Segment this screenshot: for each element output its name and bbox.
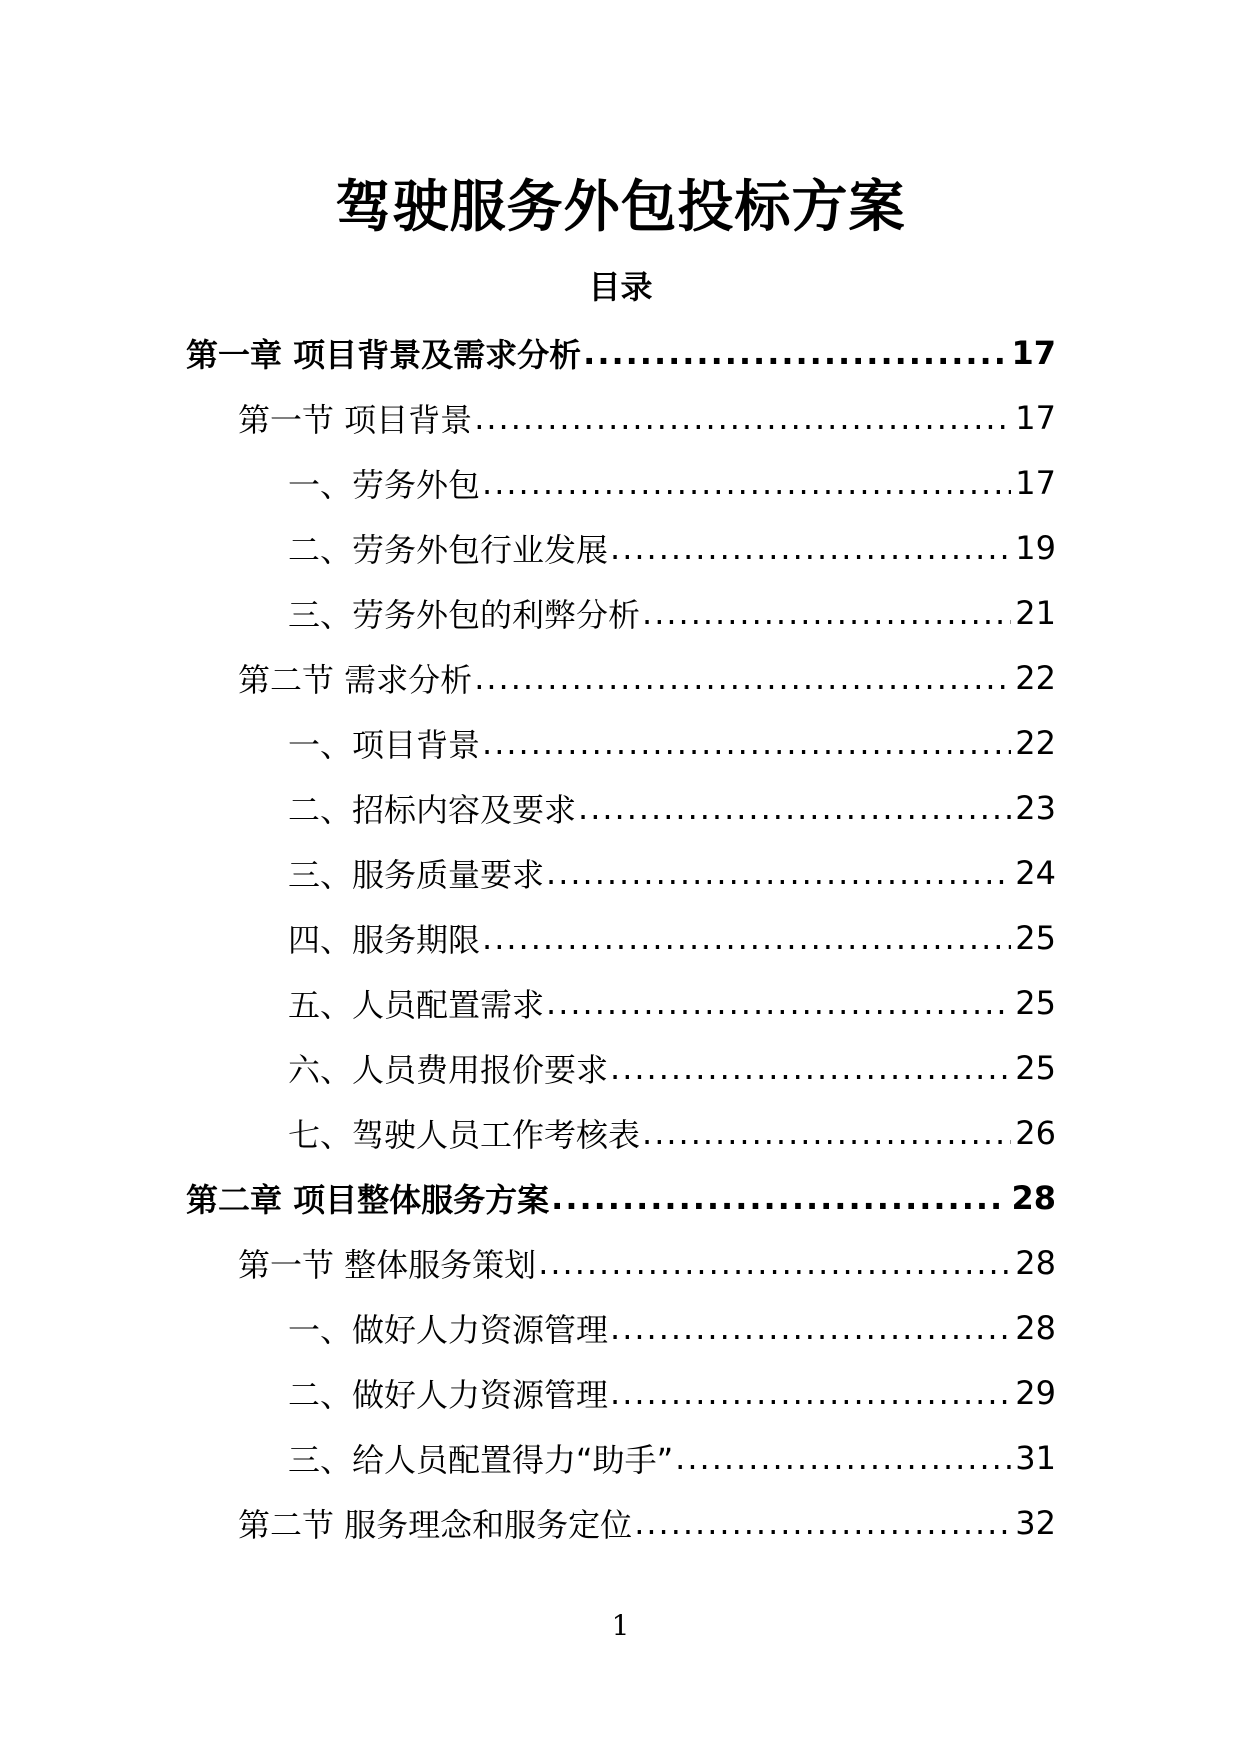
table-of-contents	[186, 320, 1056, 1555]
dot-leader	[474, 659, 1011, 697]
toc-entry-page: 28	[1015, 1308, 1056, 1347]
toc-entry-section[interactable]	[186, 645, 1056, 710]
dot-leader	[583, 334, 1007, 372]
toc-entry-section[interactable]	[186, 1230, 1056, 1295]
toc-entry-page: 28	[1011, 1178, 1056, 1217]
toc-entry-label: 四、服务期限	[288, 920, 481, 959]
dot-leader	[634, 1504, 1011, 1542]
toc-entry-label: 一、劳务外包	[288, 465, 481, 504]
dot-leader	[610, 529, 1011, 567]
toc-entry-subsection[interactable]	[186, 710, 1056, 775]
dot-leader	[538, 1244, 1011, 1282]
toc-entry-page: 17	[1015, 398, 1056, 437]
toc-entry-page: 25	[1015, 983, 1056, 1022]
toc-entry-page: 17	[1011, 333, 1056, 372]
toc-entry-subsection[interactable]	[186, 450, 1056, 515]
toc-entry-subsection[interactable]	[186, 1035, 1056, 1100]
toc-entry-subsection[interactable]	[186, 515, 1056, 580]
toc-entry-label: 二、劳务外包行业发展	[288, 530, 609, 569]
dot-leader	[578, 789, 1011, 827]
toc-entry-subsection[interactable]	[186, 905, 1056, 970]
dot-leader	[610, 1309, 1011, 1347]
toc-entry-label: 第二节 需求分析	[238, 660, 473, 699]
dot-leader	[546, 984, 1011, 1022]
toc-entry-label: 第二章 项目整体服务方案	[186, 1180, 550, 1219]
toc-entry-label: 第一节 整体服务策划	[238, 1245, 537, 1284]
toc-entry-label: 三、劳务外包的利弊分析	[288, 595, 641, 634]
toc-entry-chapter-2[interactable]	[186, 1165, 1056, 1230]
toc-entry-label: 第一节 项目背景	[238, 400, 473, 439]
toc-entry-label: 一、做好人力资源管理	[288, 1310, 609, 1349]
dot-leader	[610, 1374, 1011, 1412]
dot-leader	[642, 1114, 1011, 1152]
dot-leader	[675, 1439, 1011, 1477]
toc-entry-subsection[interactable]	[186, 1425, 1056, 1490]
toc-entry-page: 21	[1015, 593, 1056, 632]
toc-entry-page: 17	[1015, 463, 1056, 502]
dot-leader	[482, 464, 1011, 502]
page-number: 1	[611, 1609, 630, 1642]
document-title: 驾驶服务外包投标方案	[335, 175, 906, 240]
toc-entry-page: 22	[1015, 658, 1056, 697]
toc-entry-page: 28	[1015, 1243, 1056, 1282]
toc-entry-label: 五、人员配置需求	[288, 985, 545, 1024]
toc-entry-subsection[interactable]	[186, 970, 1056, 1035]
toc-entry-label: 三、服务质量要求	[288, 855, 545, 894]
toc-entry-page: 22	[1015, 723, 1056, 762]
dot-leader	[482, 724, 1011, 762]
dot-leader	[482, 919, 1011, 957]
toc-entry-label: 六、人员费用报价要求	[288, 1050, 609, 1089]
toc-entry-page: 25	[1015, 918, 1056, 957]
toc-entry-subsection[interactable]	[186, 1100, 1056, 1165]
toc-entry-subsection[interactable]	[186, 1360, 1056, 1425]
dot-leader	[610, 1049, 1011, 1087]
toc-entry-label: 第一章 项目背景及需求分析	[186, 335, 582, 374]
toc-entry-label: 二、做好人力资源管理	[288, 1375, 609, 1414]
toc-entry-subsection[interactable]	[186, 840, 1056, 905]
toc-entry-page: 25	[1015, 1048, 1056, 1087]
toc-entry-label: 第二节 服务理念和服务定位	[238, 1505, 633, 1544]
toc-entry-page: 19	[1015, 528, 1056, 567]
dot-leader	[551, 1179, 1007, 1217]
dot-leader	[546, 854, 1011, 892]
toc-entry-page: 32	[1015, 1503, 1056, 1542]
toc-entry-page: 23	[1015, 788, 1056, 827]
toc-entry-subsection[interactable]	[186, 580, 1056, 645]
toc-heading: 目录	[588, 268, 653, 306]
toc-entry-label: 三、给人员配置得力“助手”	[288, 1440, 674, 1479]
toc-entry-page: 29	[1015, 1373, 1056, 1412]
toc-entry-subsection[interactable]	[186, 1295, 1056, 1360]
dot-leader	[642, 594, 1011, 632]
toc-entry-page: 31	[1015, 1438, 1056, 1477]
dot-leader	[474, 399, 1011, 437]
toc-entry-subsection[interactable]	[186, 775, 1056, 840]
toc-entry-chapter-1[interactable]	[186, 320, 1056, 385]
toc-entry-label: 一、项目背景	[288, 725, 481, 764]
toc-entry-label: 二、招标内容及要求	[288, 790, 577, 829]
toc-entry-page: 26	[1015, 1113, 1056, 1152]
toc-entry-page: 24	[1015, 853, 1056, 892]
toc-entry-label: 七、驾驶人员工作考核表	[288, 1115, 641, 1154]
toc-entry-section[interactable]	[186, 1490, 1056, 1555]
toc-entry-section[interactable]	[186, 385, 1056, 450]
